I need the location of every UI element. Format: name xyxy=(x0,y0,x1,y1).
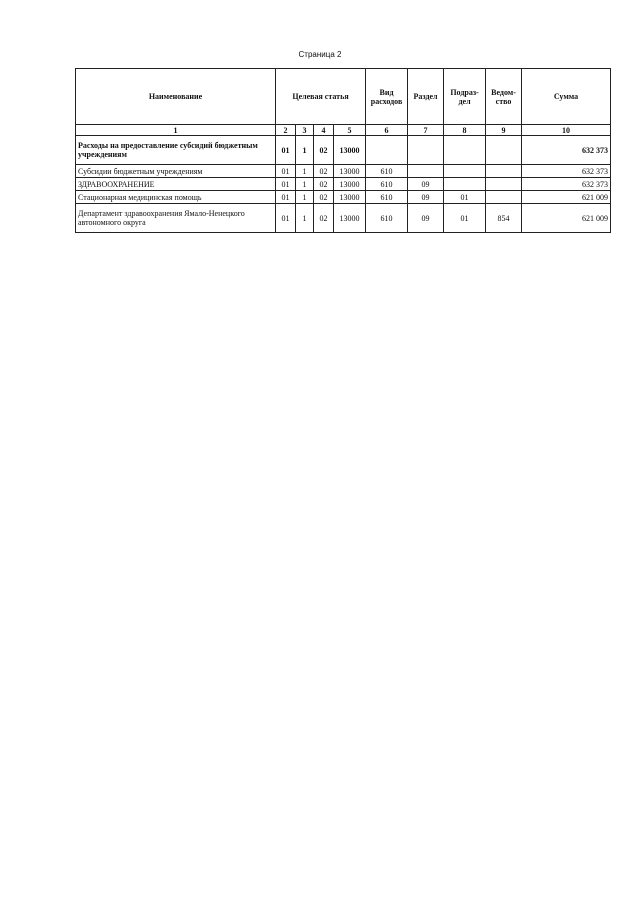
col-number: 6 xyxy=(366,125,408,136)
podrazdel-cell: 01 xyxy=(444,204,486,233)
vedomstvo-cell xyxy=(486,136,522,165)
razdel-cell: 09 xyxy=(408,178,444,191)
col-number: 1 xyxy=(76,125,276,136)
vedomstvo-cell xyxy=(486,191,522,204)
col-number: 2 xyxy=(276,125,296,136)
vid-cell: 610 xyxy=(366,178,408,191)
code-cell: 1 xyxy=(296,178,314,191)
code-cell: 02 xyxy=(314,204,334,233)
podrazdel-cell xyxy=(444,178,486,191)
code-cell: 02 xyxy=(314,178,334,191)
row-name: Субсидии бюджетным учреждениям xyxy=(76,165,276,178)
code-cell: 01 xyxy=(276,191,296,204)
code-cell: 13000 xyxy=(334,204,366,233)
code-cell: 02 xyxy=(314,191,334,204)
row-name: ЗДРАВООХРАНЕНИЕ xyxy=(76,178,276,191)
header-target: Целевая статья xyxy=(276,69,366,125)
row-name: Расходы на предоставление субсидий бюджетным учреждениям xyxy=(76,136,276,165)
col-number: 4 xyxy=(314,125,334,136)
col-number: 9 xyxy=(486,125,522,136)
header-vid: Вид расходов xyxy=(366,69,408,125)
col-number: 3 xyxy=(296,125,314,136)
code-cell: 1 xyxy=(296,165,314,178)
vedomstvo-cell xyxy=(486,165,522,178)
table-row xyxy=(76,204,611,233)
code-cell: 13000 xyxy=(334,178,366,191)
sum-cell: 621 009 xyxy=(522,204,611,233)
code-cell: 13000 xyxy=(334,191,366,204)
col-number: 5 xyxy=(334,125,366,136)
header-razdel: Раздел xyxy=(408,69,444,125)
razdel-cell: 09 xyxy=(408,191,444,204)
code-cell: 1 xyxy=(296,204,314,233)
table-row xyxy=(76,191,611,204)
vedomstvo-cell: 854 xyxy=(486,204,522,233)
col-number: 10 xyxy=(522,125,611,136)
column-number-row xyxy=(76,125,611,136)
page-label: Страница 2 xyxy=(298,50,342,59)
code-cell: 01 xyxy=(276,165,296,178)
code-cell: 02 xyxy=(314,136,334,165)
table-row xyxy=(76,136,611,165)
sum-cell: 632 373 xyxy=(522,178,611,191)
header-name: Наименование xyxy=(76,69,276,125)
sum-cell: 632 373 xyxy=(522,136,611,165)
vedomstvo-cell xyxy=(486,178,522,191)
podrazdel-cell: 01 xyxy=(444,191,486,204)
header-vedomstvo: Ведом-ство xyxy=(486,69,522,125)
header-podrazdel: Подраз-дел xyxy=(444,69,486,125)
razdel-cell xyxy=(408,136,444,165)
podrazdel-cell xyxy=(444,165,486,178)
table-row xyxy=(76,165,611,178)
header-summa: Сумма xyxy=(522,69,611,125)
podrazdel-cell xyxy=(444,136,486,165)
vid-cell: 610 xyxy=(366,165,408,178)
code-cell: 1 xyxy=(296,136,314,165)
table-row xyxy=(76,178,611,191)
code-cell: 01 xyxy=(276,136,296,165)
col-number: 7 xyxy=(408,125,444,136)
vid-cell: 610 xyxy=(366,204,408,233)
sum-cell: 621 009 xyxy=(522,191,611,204)
sum-cell: 632 373 xyxy=(522,165,611,178)
row-name: Департамент здравоохранения Ямало-Ненецкого автономного округа xyxy=(76,204,276,233)
row-name: Стационарная медицинская помощь xyxy=(76,191,276,204)
code-cell: 13000 xyxy=(334,165,366,178)
code-cell: 02 xyxy=(314,165,334,178)
code-cell: 01 xyxy=(276,178,296,191)
vid-cell: 610 xyxy=(366,191,408,204)
razdel-cell xyxy=(408,165,444,178)
code-cell: 01 xyxy=(276,204,296,233)
vid-cell xyxy=(366,136,408,165)
table-header-row xyxy=(76,69,611,125)
code-cell: 13000 xyxy=(334,136,366,165)
budget-table xyxy=(75,68,611,233)
col-number: 8 xyxy=(444,125,486,136)
razdel-cell: 09 xyxy=(408,204,444,233)
code-cell: 1 xyxy=(296,191,314,204)
